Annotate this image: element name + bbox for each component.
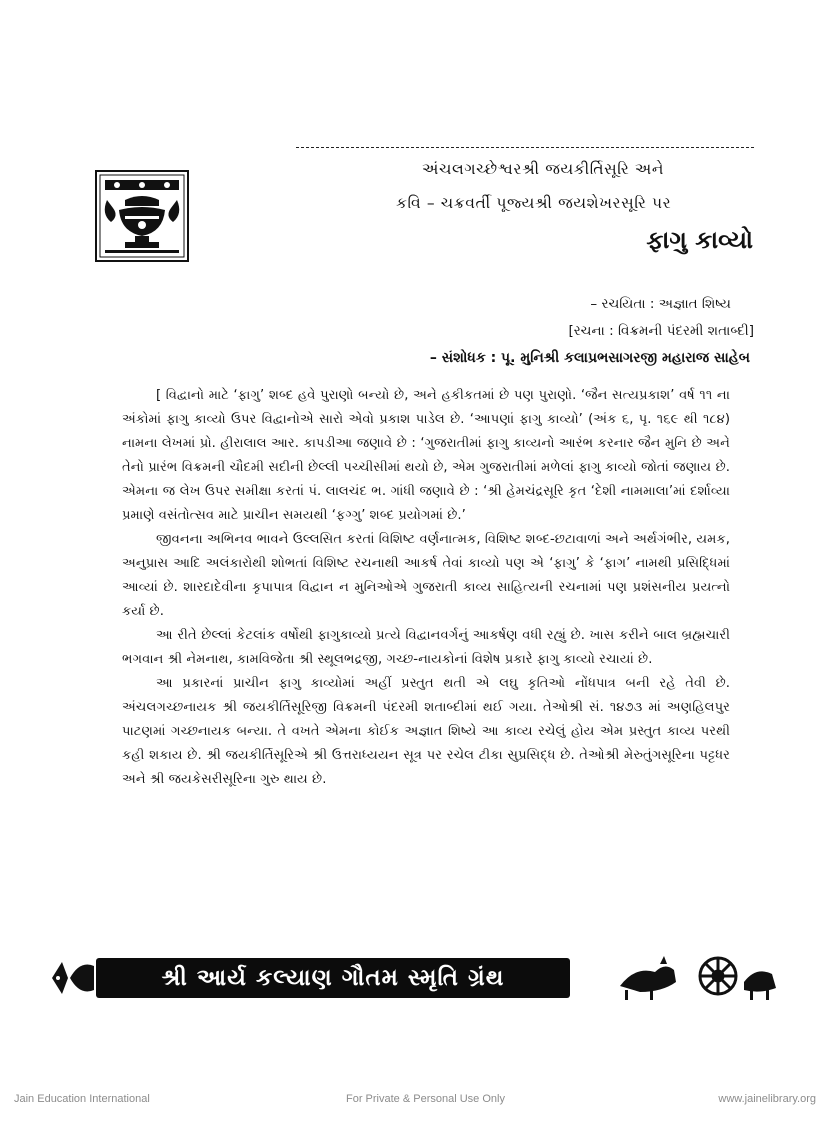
header-line-2: કવિ – ચક્રવર્તી પૂજ્યશ્રી જયશેખરસૂરિ પર	[396, 194, 672, 212]
header-divider	[296, 147, 754, 148]
footer-middle: For Private & Personal Use Only	[346, 1093, 505, 1105]
banner-title: શ્રી આર્ય કલ્યાણ ગૌતમ સ્મૃતિ ગ્રંથ	[96, 958, 570, 998]
editor-credit: – સંશોધક : પૂ. મુનિશ્રી કલાપ્રભસાગરજી મહારાજ સાહેબ	[429, 350, 750, 366]
footer-right-link[interactable]: www.jainelibrary.org	[718, 1093, 816, 1105]
paragraph: આ પ્રકારનાં પ્રાચીન ફાગુ કાવ્યોમાં અહીં પ્રસ્તુત થતી એ લઘુ કૃતિઓ નોંધપાત્ર બની રહે તેવી છે. અંચલગચ્છનાયક શ્રી જયકીર્તિસૂરિજી વિક્રમની પંદરમી શતાબ્દીમાં થઈ ગયા. તેઓશ્રી સં. ૧૪૭૩ માં અણહિલપુર પાટણમાં ગચ્છનાયક બન્યા. તે વખતે એમના કોઈક અજ્ઞાત શિષ્યે આ કાવ્ય રચેલું હોય એમ પ્રસ્તુત કાવ્ય પરથી કહી શકાય છે. શ્રી જયકીર્તિસૂરિએ શ્રી ઉત્તરાધ્યયન સૂત્ર પર રચેલ ટીકા સુપ્રસિદ્ધ છે. તેઓશ્રી મેરુતુંગસૂરિના પટ્ટધર અને શ્રી જયકેસરીસૂરિના ગુરુ થાય છે.	[122, 676, 730, 787]
paragraph: આ રીતે છેલ્લાં કેટલાંક વર્ષોથી ફાગુકાવ્યો પ્રત્યે વિદ્વાનવર્ગનું આકર્ષણ વધી રહ્યું છે. ખાસ કરીને બાલ બ્રહ્મચારી ભગવાન શ્રી નેમનાથ, કામવિજેતા શ્રી સ્થૂલભદ્રજી, ગચ્છ-નાયકોનાં વિશેષ પ્રકારે ફાગુ કાવ્યો રચાયાં છે.	[122, 628, 730, 667]
author-credit: – રચયિતા : અજ્ઞાત શિષ્ય	[590, 296, 731, 312]
footer-left: Jain Education International	[14, 1093, 150, 1105]
article-body	[122, 384, 730, 792]
page-title: ફાગુ કાવ્યો	[646, 226, 753, 254]
period-credit: [રચના : વિક્રમની પંદરમી શતાબ્દી]	[568, 323, 754, 339]
paragraph: જીવનના અભિનવ ભાવને ઉલ્લસિત કરતાં વિશિષ્ટ વર્ણનાત્મક, વિશિષ્ટ શબ્દ-છટાવાળાં અને અર્થગંભીર, યમક, અનુપ્રાસ આદિ અલંકારોથી શોભતાં વિશિષ્ટ રચનાથી આકર્ષ તેવાં કાવ્યો પણ એ ‘ફાગુ’ કે ‘ફાગ’ નામથી પ્રસિદ્ધિમાં આવ્યાં છે. શારદાદેવીના કૃપાપાત્ર વિદ્વાન ન મુનિઓએ ગુજરાતી કાવ્ય સાહિત્યની રચનામાં પણ પ્રશંસનીય પ્રયત્નો કર્યા છે.	[122, 532, 730, 619]
urn-ornament-icon	[95, 170, 189, 262]
header-line-1: અંચલગચ્છેશ્વરશ્રી જયકીર્તિસૂરિ અને	[422, 160, 665, 178]
paragraph: [ વિદ્વાનો માટે ‘ફાગુ’ શબ્દ હવે પુરાણો બન્યો છે, અને હકીકતમાં છે પણ પુરાણો. ‘જૈન સત્યપ્રકાશ’ વર્ષ ૧૧ ના અંકોમાં ફાગુ કાવ્યો ઉપર વિદ્વાનોએ સારો એવો પ્રકાશ પાડેલ છે. ‘આપણાં ફાગુ કાવ્યો’ (અંક ૬, પૃ. ૧૬૯ થી ૧૮૪) નામના લેખમાં પ્રો. હીરાલાલ આર. કાપડીઆ જણાવે છે : ‘ગુજરાતીમાં ફાગુ કાવ્યનો આરંભ કરનાર જૈન મુનિ છે અને તેનો પ્રારંભ વિક્રમની ચૌદમી સદીની છેલ્લી પચ્ચીસીમાં થયો છે, એમ ગુજરાતીમાં મળેલાં ફાગુ કાવ્યો જોતાં જણાય છે. એમના જ લેખ ઉપર સમીક્ષા કરતાં પં. લાલચંદ ભ. ગાંધી જણાવે છે : ‘શ્રી હેમચંદ્રસૂરિ કૃત ‘દેશી નામમાલા’માં દર્શાવ્યા પ્રમાણે વસંતોત્સવ માટે પ્રાચીન સમયથી ‘ફગ્ગુ’ શબ્દ પ્રયોગમાં છે.’	[122, 388, 730, 523]
